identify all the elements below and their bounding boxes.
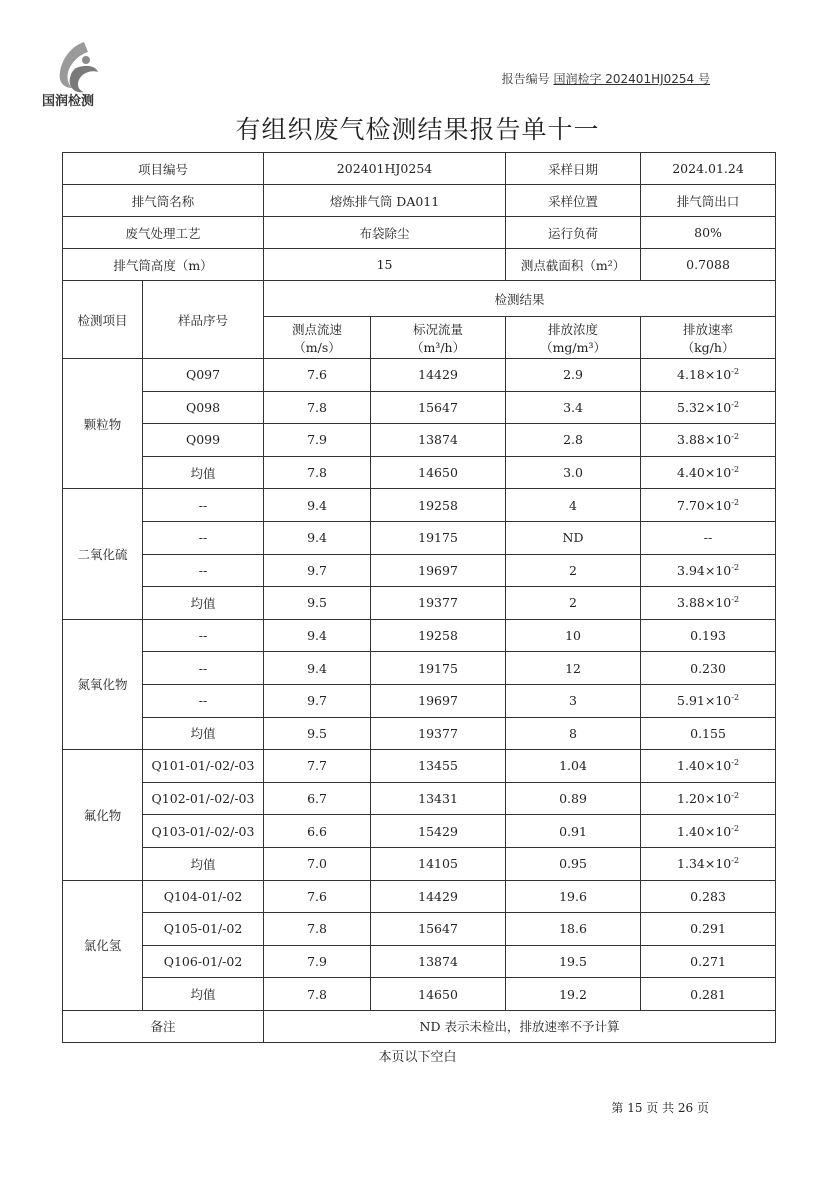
info-row bbox=[63, 217, 776, 249]
item-name-cell: 颗粒物 bbox=[63, 359, 143, 489]
rate-cell bbox=[641, 652, 776, 685]
info-label: 采样日期 bbox=[506, 153, 641, 185]
column-header-conc bbox=[506, 317, 641, 359]
rate-value: 0.283 bbox=[690, 888, 726, 904]
rate-cell bbox=[641, 978, 776, 1011]
remark-text: ND 表示未检出，排放速率不予计算 bbox=[264, 1010, 776, 1042]
table-row bbox=[63, 587, 776, 620]
rate-value: 1.40×10 bbox=[677, 758, 732, 774]
table-row bbox=[63, 750, 776, 783]
conc-cell: 2.8 bbox=[506, 424, 641, 457]
sample-cell: -- bbox=[143, 554, 264, 587]
rate-exponent: -2 bbox=[731, 465, 740, 474]
info-row bbox=[63, 153, 776, 185]
flow-cell: 14105 bbox=[371, 847, 506, 880]
speed-cell: 7.6 bbox=[264, 359, 371, 392]
speed-cell: 7.8 bbox=[264, 978, 371, 1011]
remark-row bbox=[63, 1010, 776, 1042]
rate-value: -- bbox=[703, 530, 713, 546]
conc-cell: 19.2 bbox=[506, 978, 641, 1011]
column-header-rate-unit: （kg/h） bbox=[681, 339, 735, 355]
column-header-flow-label: 标况流量 bbox=[413, 321, 464, 337]
rate-value: 0.230 bbox=[690, 660, 726, 676]
blank-note: 本页以下空白 bbox=[378, 1050, 457, 1065]
item-name-cell: 氯化氢 bbox=[63, 880, 143, 1010]
flow-cell: 14650 bbox=[371, 978, 506, 1011]
info-row bbox=[63, 249, 776, 281]
sample-cell: 均值 bbox=[143, 847, 264, 880]
item-name-cell: 二氧化硫 bbox=[63, 489, 143, 619]
rate-cell bbox=[641, 359, 776, 392]
sample-cell: 均值 bbox=[143, 978, 264, 1011]
rate-value: 3.88×10 bbox=[677, 595, 732, 611]
rate-value: 0.155 bbox=[690, 725, 726, 741]
flow-cell: 14429 bbox=[371, 880, 506, 913]
flow-cell: 19377 bbox=[371, 587, 506, 620]
speed-cell: 9.4 bbox=[264, 619, 371, 652]
page-title: 有组织废气检测结果报告单十一 bbox=[235, 115, 600, 144]
page-number: 第 15 页 共 26 页 bbox=[611, 1101, 709, 1115]
report-number-value: 国润检字 202401HJ0254 号 bbox=[553, 72, 710, 86]
info-label: 采样位置 bbox=[506, 185, 641, 217]
sample-cell: Q097 bbox=[143, 359, 264, 392]
rate-cell bbox=[641, 554, 776, 587]
sample-cell: Q105-01/-02 bbox=[143, 913, 264, 946]
rate-value: 0.281 bbox=[690, 986, 726, 1002]
column-header-row bbox=[63, 281, 776, 317]
column-header-conc-unit: （mg/m³） bbox=[540, 339, 606, 355]
rate-exponent: -2 bbox=[731, 497, 740, 507]
sample-cell: Q106-01/-02 bbox=[143, 945, 264, 978]
flow-cell: 19258 bbox=[371, 489, 506, 522]
table-row bbox=[63, 684, 776, 717]
info-value: 202401HJ0254 bbox=[264, 153, 506, 185]
sample-cell: 均值 bbox=[143, 456, 264, 489]
results-table bbox=[62, 152, 776, 1043]
rate-value: 1.34×10 bbox=[677, 856, 732, 872]
table-row bbox=[63, 554, 776, 587]
info-value: 熔炼排气筒 DA011 bbox=[264, 185, 506, 217]
rate-exponent: -2 bbox=[731, 856, 740, 866]
speed-cell: 9.7 bbox=[264, 554, 371, 587]
report-number-label: 报告编号 bbox=[501, 72, 550, 86]
table-row bbox=[63, 913, 776, 946]
remark-label: 备注 bbox=[63, 1010, 264, 1042]
table-row bbox=[63, 359, 776, 392]
sample-cell: Q098 bbox=[143, 391, 264, 424]
speed-cell: 9.5 bbox=[264, 717, 371, 750]
rate-cell bbox=[641, 945, 776, 978]
info-value: 80% bbox=[641, 217, 776, 249]
conc-cell: 19.5 bbox=[506, 945, 641, 978]
flow-cell: 19175 bbox=[371, 652, 506, 685]
item-name-cell: 氮氧化物 bbox=[63, 619, 143, 749]
table-row bbox=[63, 945, 776, 978]
conc-cell: 3.0 bbox=[506, 456, 641, 489]
rate-cell bbox=[641, 587, 776, 620]
speed-cell: 9.7 bbox=[264, 684, 371, 717]
table-row bbox=[63, 717, 776, 750]
table-row bbox=[63, 782, 776, 815]
table-row bbox=[63, 978, 776, 1011]
rate-cell bbox=[641, 619, 776, 652]
sample-cell: 均值 bbox=[143, 587, 264, 620]
info-value: 0.7088 bbox=[641, 249, 776, 281]
rate-exponent: -2 bbox=[731, 790, 740, 800]
rate-cell bbox=[641, 391, 776, 424]
flow-cell: 13431 bbox=[371, 782, 506, 815]
rate-cell bbox=[641, 521, 776, 554]
column-header-item: 检测项目 bbox=[63, 281, 143, 359]
conc-cell: 2.9 bbox=[506, 359, 641, 392]
speed-cell: 9.4 bbox=[264, 489, 371, 522]
rate-value: 4.18×10 bbox=[677, 367, 732, 383]
conc-cell: 2 bbox=[506, 587, 641, 620]
info-label: 运行负荷 bbox=[506, 217, 641, 249]
column-header-speed-label: 测点流速 bbox=[292, 321, 343, 337]
info-value: 2024.01.24 bbox=[641, 153, 776, 185]
conc-cell: 12 bbox=[506, 652, 641, 685]
flow-cell: 13874 bbox=[371, 945, 506, 978]
speed-cell: 9.5 bbox=[264, 587, 371, 620]
speed-cell: 7.7 bbox=[264, 750, 371, 783]
rate-cell bbox=[641, 684, 776, 717]
sample-cell: Q104-01/-02 bbox=[143, 880, 264, 913]
rate-cell bbox=[641, 717, 776, 750]
rate-value: 1.20×10 bbox=[677, 791, 732, 807]
column-header-speed bbox=[264, 317, 371, 359]
column-header-rate-label: 排放速率 bbox=[683, 321, 734, 337]
conc-cell: 10 bbox=[506, 619, 641, 652]
speed-cell: 7.8 bbox=[264, 456, 371, 489]
sample-cell: -- bbox=[143, 521, 264, 554]
column-header-speed-unit: （m/s） bbox=[293, 339, 341, 355]
rate-value: 3.88×10 bbox=[677, 432, 732, 448]
conc-cell: 0.95 bbox=[506, 847, 641, 880]
logo-text: 国润检测 bbox=[42, 94, 95, 109]
sample-cell: -- bbox=[143, 652, 264, 685]
rate-cell bbox=[641, 913, 776, 946]
sample-cell: -- bbox=[143, 684, 264, 717]
conc-cell: 3.4 bbox=[506, 391, 641, 424]
conc-cell: 2 bbox=[506, 554, 641, 587]
rate-cell bbox=[641, 489, 776, 522]
sample-cell: -- bbox=[143, 489, 264, 522]
table-row bbox=[63, 847, 776, 880]
rate-exponent: -2 bbox=[731, 432, 740, 442]
table-row bbox=[63, 652, 776, 685]
flow-cell: 19377 bbox=[371, 717, 506, 750]
rate-cell bbox=[641, 456, 776, 489]
flow-cell: 19258 bbox=[371, 619, 506, 652]
rate-exponent: -2 bbox=[731, 595, 740, 605]
conc-cell: 19.6 bbox=[506, 880, 641, 913]
column-header-flow-unit: （m³/h） bbox=[410, 339, 466, 355]
table-row bbox=[63, 456, 776, 489]
column-header-flow bbox=[371, 317, 506, 359]
rate-exponent: -2 bbox=[731, 758, 740, 768]
rate-exponent: -2 bbox=[731, 399, 740, 409]
table-row bbox=[63, 815, 776, 848]
rate-exponent: -2 bbox=[731, 367, 740, 377]
speed-cell: 7.8 bbox=[264, 913, 371, 946]
conc-cell: 0.91 bbox=[506, 815, 641, 848]
flow-cell: 15429 bbox=[371, 815, 506, 848]
conc-cell: 3 bbox=[506, 684, 641, 717]
flow-cell: 14429 bbox=[371, 359, 506, 392]
rate-value: 0.193 bbox=[690, 628, 726, 644]
info-value: 15 bbox=[264, 249, 506, 281]
sample-cell: Q099 bbox=[143, 424, 264, 457]
speed-cell: 7.6 bbox=[264, 880, 371, 913]
rate-cell bbox=[641, 782, 776, 815]
rate-value: 7.70×10 bbox=[677, 497, 732, 513]
info-label: 测点截面积（m²） bbox=[506, 249, 641, 281]
column-header-rate bbox=[641, 317, 776, 359]
report-number bbox=[502, 70, 710, 87]
rate-value: 5.91×10 bbox=[677, 693, 732, 709]
rate-value: 0.271 bbox=[690, 953, 726, 969]
conc-cell: 1.04 bbox=[506, 750, 641, 783]
sample-cell: Q103-01/-02/-03 bbox=[143, 815, 264, 848]
flow-cell: 13455 bbox=[371, 750, 506, 783]
flow-cell: 19697 bbox=[371, 554, 506, 587]
flow-cell: 19175 bbox=[371, 521, 506, 554]
rate-value: 3.94×10 bbox=[677, 562, 732, 578]
conc-cell: 0.89 bbox=[506, 782, 641, 815]
speed-cell: 7.0 bbox=[264, 847, 371, 880]
rate-exponent: -2 bbox=[731, 562, 740, 572]
speed-cell: 7.8 bbox=[264, 391, 371, 424]
sample-cell: Q101-01/-02/-03 bbox=[143, 750, 264, 783]
flow-cell: 15647 bbox=[371, 391, 506, 424]
table-row bbox=[63, 619, 776, 652]
speed-cell: 9.4 bbox=[264, 521, 371, 554]
speed-cell: 6.6 bbox=[264, 815, 371, 848]
column-header-conc-label: 排放浓度 bbox=[548, 321, 599, 337]
info-value: 布袋除尘 bbox=[264, 217, 506, 249]
info-label: 排气筒高度（m） bbox=[63, 249, 264, 281]
info-label: 项目编号 bbox=[63, 153, 264, 185]
column-header-sample: 样品序号 bbox=[143, 281, 264, 359]
table-row bbox=[63, 521, 776, 554]
rate-cell bbox=[641, 847, 776, 880]
rate-value: 0.291 bbox=[690, 921, 726, 937]
rate-value: 5.32×10 bbox=[677, 399, 732, 415]
speed-cell: 7.9 bbox=[264, 424, 371, 457]
table-row bbox=[63, 391, 776, 424]
info-label: 排气筒名称 bbox=[63, 185, 264, 217]
info-label: 废气处理工艺 bbox=[63, 217, 264, 249]
rate-cell bbox=[641, 424, 776, 457]
conc-cell: 18.6 bbox=[506, 913, 641, 946]
table-row bbox=[63, 489, 776, 522]
conc-cell: 8 bbox=[506, 717, 641, 750]
speed-cell: 9.4 bbox=[264, 652, 371, 685]
rate-cell bbox=[641, 815, 776, 848]
sample-cell: -- bbox=[143, 619, 264, 652]
rate-exponent: -2 bbox=[731, 823, 740, 833]
flow-cell: 19697 bbox=[371, 684, 506, 717]
rate-value: 4.40×10 bbox=[677, 465, 732, 481]
conc-cell: 4 bbox=[506, 489, 641, 522]
flow-cell: 14650 bbox=[371, 456, 506, 489]
flow-cell: 13874 bbox=[371, 424, 506, 457]
speed-cell: 7.9 bbox=[264, 945, 371, 978]
table-row bbox=[63, 424, 776, 457]
speed-cell: 6.7 bbox=[264, 782, 371, 815]
rate-cell bbox=[641, 750, 776, 783]
column-header-results: 检测结果 bbox=[264, 281, 776, 317]
rate-value: 1.40×10 bbox=[677, 823, 732, 839]
sample-cell: Q102-01/-02/-03 bbox=[143, 782, 264, 815]
conc-cell: ND bbox=[506, 521, 641, 554]
rate-cell bbox=[641, 880, 776, 913]
info-value: 排气筒出口 bbox=[641, 185, 776, 217]
rate-exponent: -2 bbox=[731, 693, 740, 703]
table-row bbox=[63, 880, 776, 913]
item-name-cell: 氟化物 bbox=[63, 750, 143, 880]
info-row bbox=[63, 185, 776, 217]
sample-cell: 均值 bbox=[143, 717, 264, 750]
flow-cell: 15647 bbox=[371, 913, 506, 946]
